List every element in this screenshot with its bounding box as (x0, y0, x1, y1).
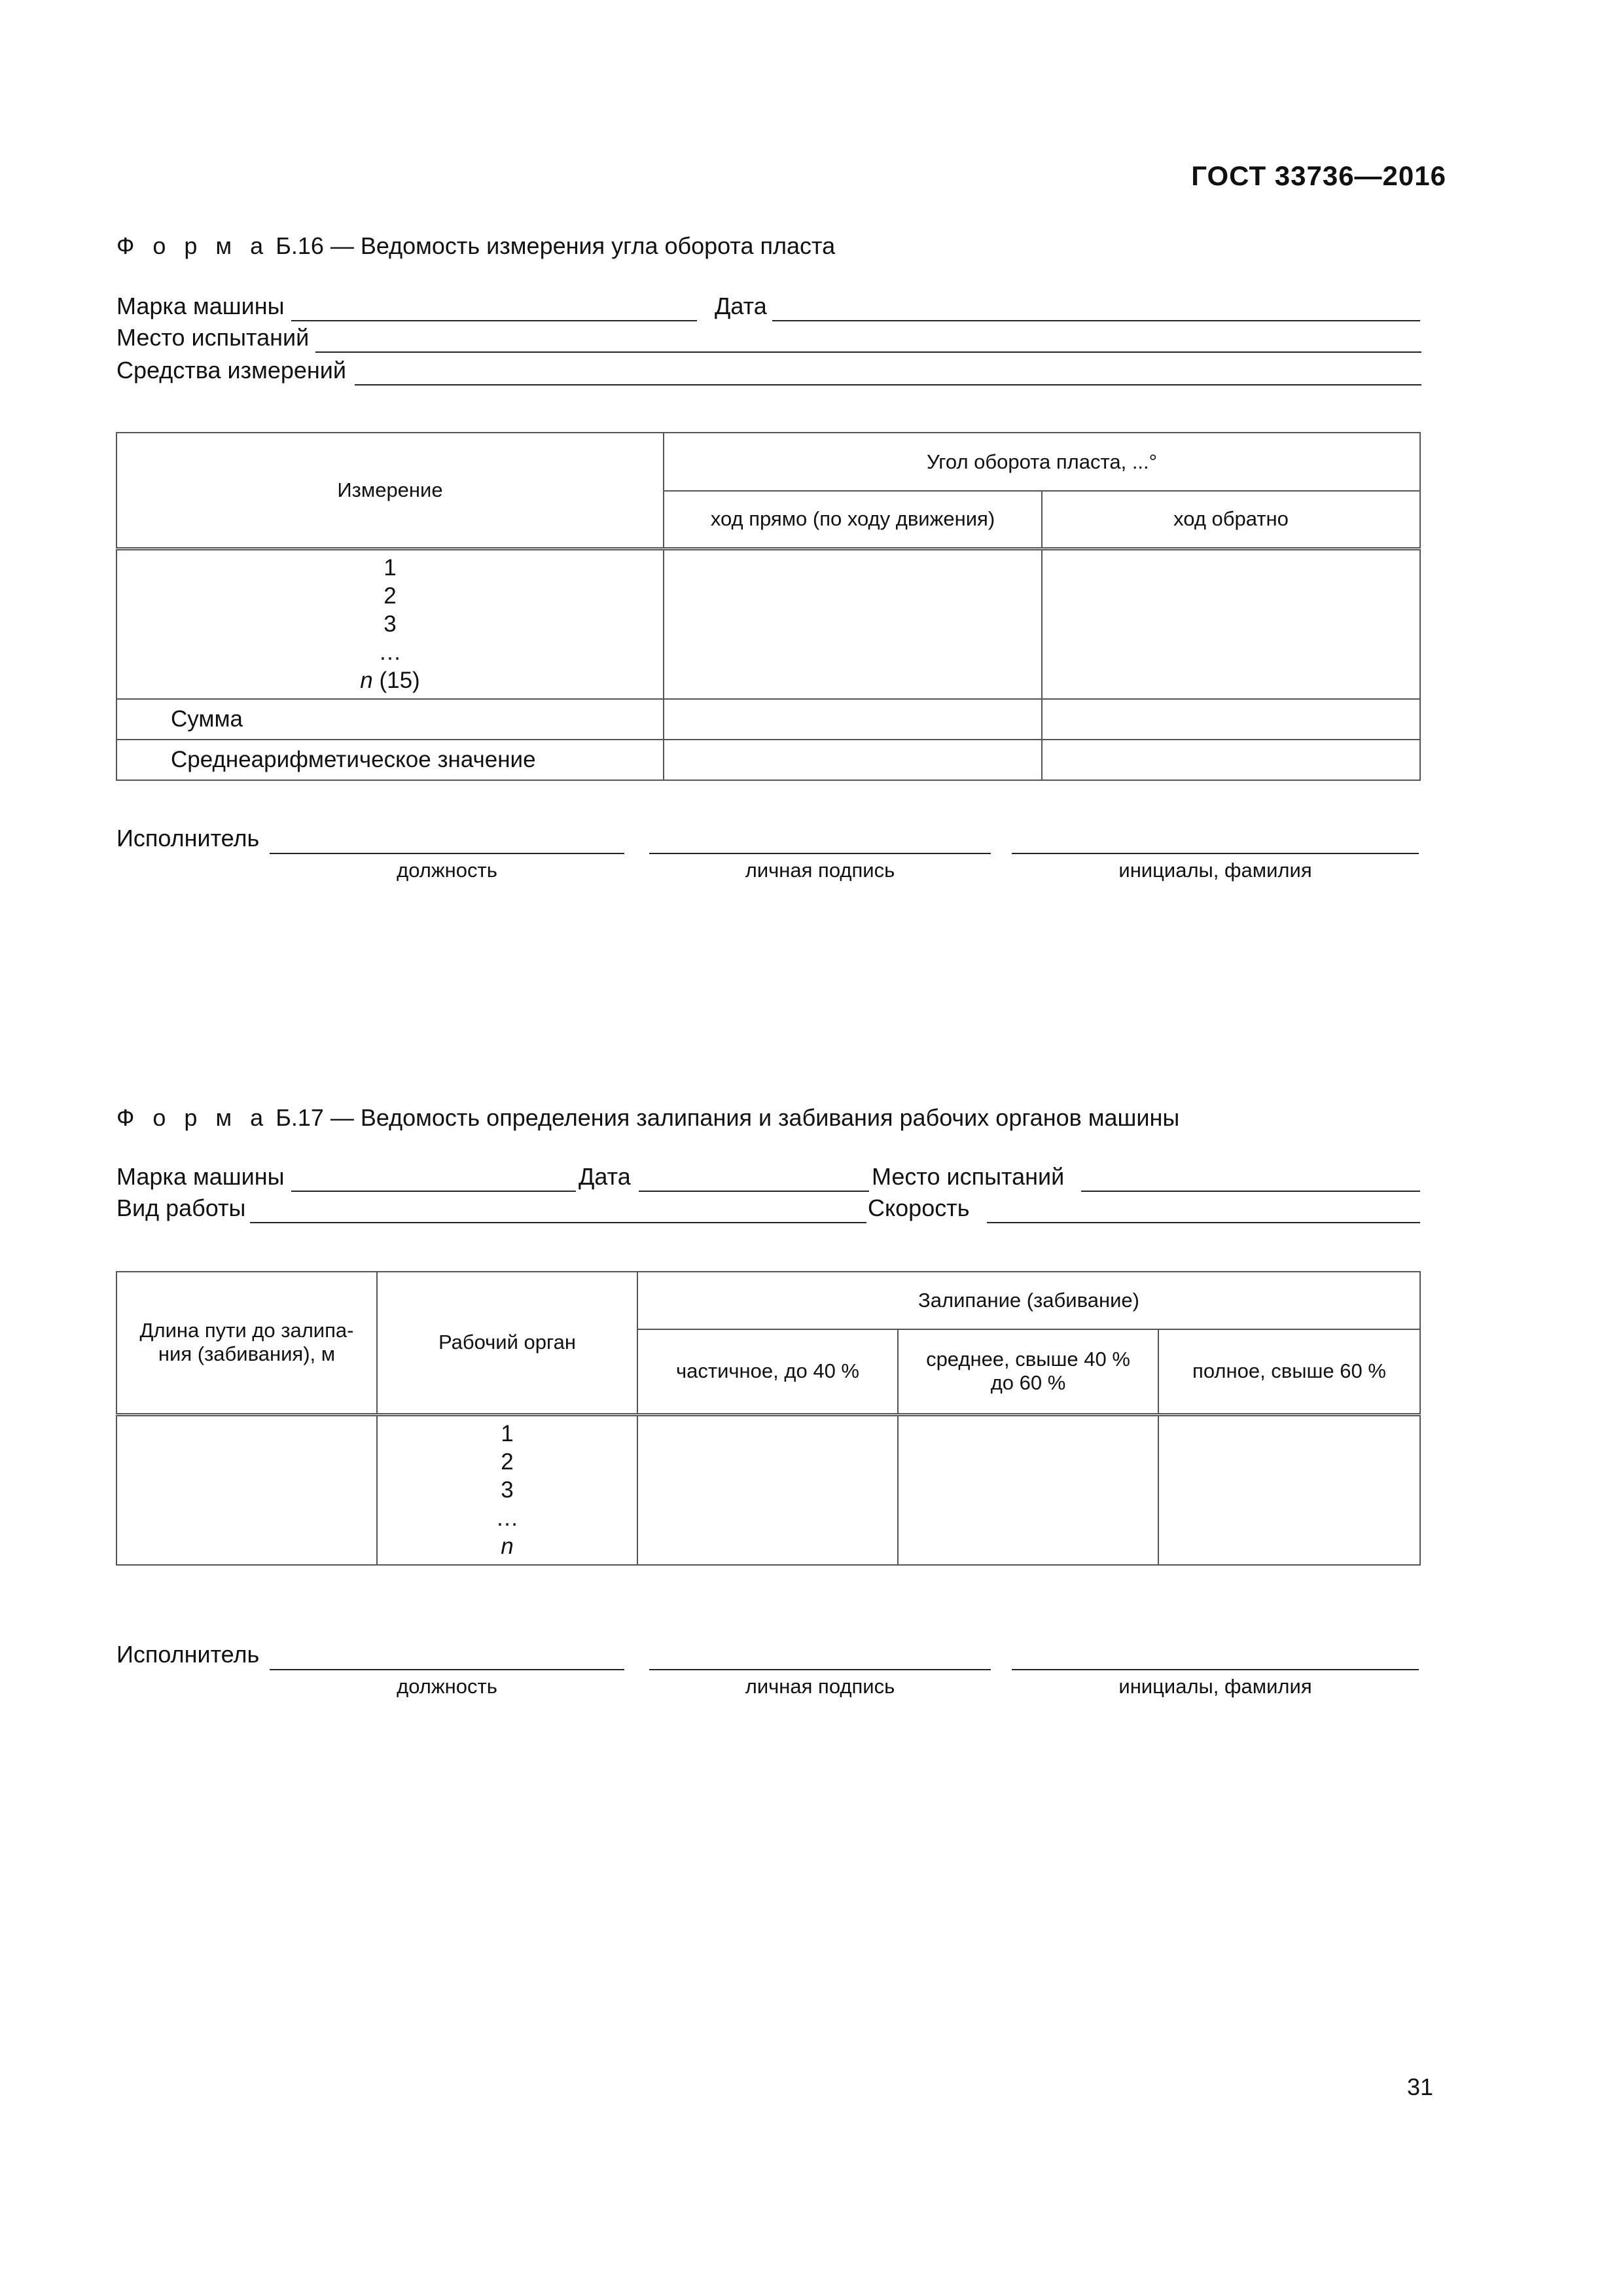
mean-backward-cell[interactable] (1042, 740, 1420, 780)
mean-forward-cell[interactable] (664, 740, 1042, 780)
col-full: полное, свыше 60 % (1158, 1329, 1420, 1414)
col-partial: частичное, до 40 % (637, 1329, 898, 1414)
col-path-length: Длина пути до залипа-ния (забивания), м (116, 1272, 377, 1414)
row-number: 3 (383, 611, 397, 637)
row-ellipsis: … (495, 1505, 519, 1532)
row-number: 1 (383, 555, 397, 581)
form-16-title-text: Б.16 — Ведомость измерения угла оборота пласта (276, 232, 836, 259)
col-measurement: Измерение (116, 433, 664, 548)
place-field[interactable] (1081, 1191, 1420, 1192)
form-16-table (116, 432, 1421, 781)
full-cell[interactable] (1158, 1414, 1420, 1565)
form-17-table (116, 1271, 1421, 1566)
organ-numbers (377, 1414, 637, 1565)
row-n: n (501, 1534, 514, 1560)
col-clogging: Залипание (забивание) (637, 1272, 1420, 1329)
mean-row-label: Среднеарифметическое значение (116, 740, 664, 780)
speed-label: Скорость (868, 1194, 970, 1221)
date-field[interactable] (772, 320, 1420, 321)
form-16-title (116, 232, 835, 260)
brand-label: Марка машины (116, 1163, 285, 1190)
form-16-label: Ф о р м а (116, 232, 270, 259)
row-number: 1 (501, 1421, 514, 1447)
date-field[interactable] (639, 1191, 869, 1192)
executor-signature-field[interactable] (649, 1669, 991, 1670)
brand-field[interactable] (291, 320, 697, 321)
row-n: n (360, 668, 373, 694)
col-rotation-angle: Угол оборота пласта, ...° (664, 433, 1420, 491)
instruments-field[interactable] (355, 384, 1421, 386)
name-caption: инициалы, фамилия (1118, 1675, 1312, 1698)
date-label: Дата (715, 293, 767, 319)
work-type-label: Вид работы (116, 1194, 246, 1221)
place-label: Место испытаний (116, 324, 310, 351)
sum-row-label: Сумма (116, 699, 664, 740)
form-17-title-text: Б.17 — Ведомость определения залипания и забивания рабочих органов машины (276, 1104, 1180, 1131)
measurement-numbers (116, 548, 664, 699)
executor-label: Исполнитель (116, 825, 260, 852)
speed-field[interactable] (987, 1222, 1420, 1223)
signature-caption: личная подпись (745, 1675, 895, 1698)
form-17-label: Ф о р м а (116, 1104, 270, 1131)
partial-cell[interactable] (637, 1414, 898, 1565)
position-caption: должность (397, 859, 497, 882)
executor-position-field[interactable] (270, 853, 624, 854)
row-ellipsis: … (378, 639, 402, 666)
sum-forward-cell[interactable] (664, 699, 1042, 740)
page-number: 31 (1406, 2073, 1433, 2100)
row-count: (15) (372, 668, 420, 694)
col-forward: ход прямо (по ходу движения) (664, 491, 1042, 548)
row-number: 3 (501, 1477, 514, 1503)
col-medium: среднее, свыше 40 % до 60 % (898, 1329, 1158, 1414)
position-caption: должность (397, 1675, 497, 1698)
signature-caption: личная подпись (745, 859, 895, 882)
brand-field[interactable] (291, 1191, 576, 1192)
backward-cell[interactable] (1042, 548, 1420, 699)
executor-position-field[interactable] (270, 1669, 624, 1670)
executor-name-field[interactable] (1012, 1669, 1419, 1670)
executor-name-field[interactable] (1012, 853, 1419, 854)
forward-cell[interactable] (664, 548, 1042, 699)
row-number-last (382, 1532, 633, 1560)
path-length-cell[interactable] (116, 1414, 377, 1565)
row-number: 2 (383, 583, 397, 609)
date-label: Дата (579, 1163, 631, 1190)
row-number: 2 (501, 1449, 514, 1475)
form-17-title (116, 1104, 1179, 1132)
executor-signature-field[interactable] (649, 853, 991, 854)
row-number-last (121, 666, 659, 694)
sum-backward-cell[interactable] (1042, 699, 1420, 740)
col-backward: ход обратно (1042, 491, 1420, 548)
place-field[interactable] (315, 351, 1421, 353)
col-working-organ: Рабочий орган (377, 1272, 637, 1414)
executor-label: Исполнитель (116, 1641, 260, 1668)
medium-cell[interactable] (898, 1414, 1158, 1565)
standard-number: ГОСТ 33736—2016 (1191, 160, 1446, 191)
work-type-field[interactable] (250, 1222, 866, 1223)
brand-label: Марка машины (116, 293, 285, 319)
place-label: Место испытаний (872, 1163, 1065, 1190)
name-caption: инициалы, фамилия (1118, 859, 1312, 882)
instruments-label: Средства измерений (116, 357, 347, 384)
